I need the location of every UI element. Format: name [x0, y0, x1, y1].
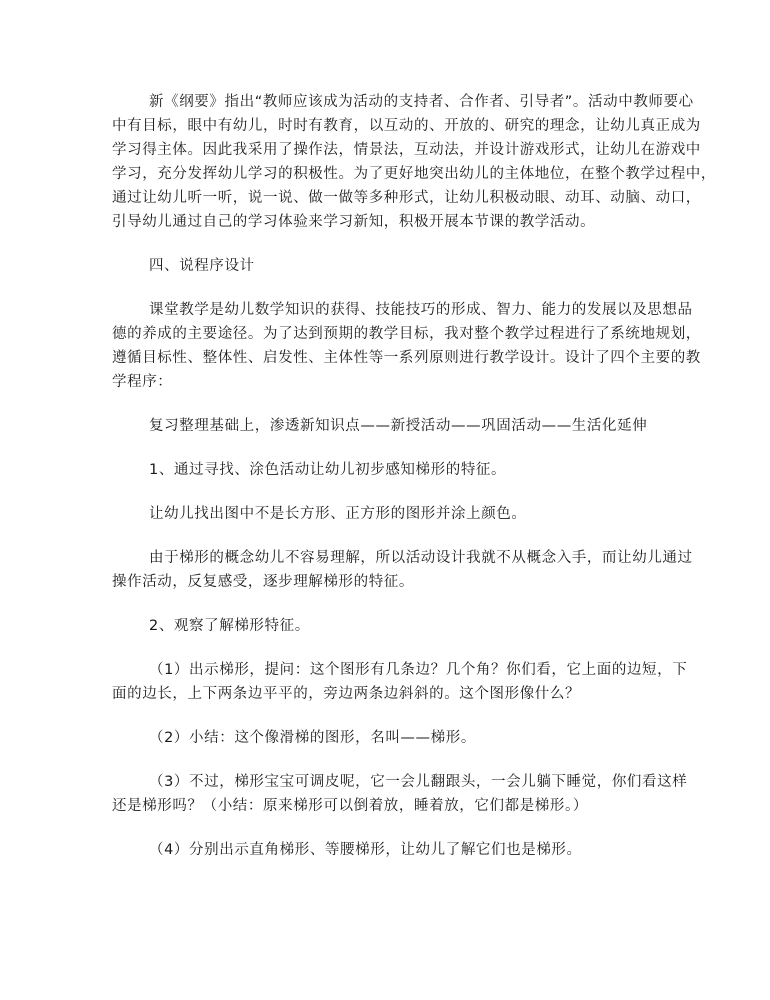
text-line: 学习得主体。因此我采用了操作法，情景法，互动法，并设计游戏形式，让幼儿在游戏中 — [112, 142, 701, 158]
text-line: 面的边长，上下两条边平平的，旁边两条边斜斜的。这个图形像什么？ — [112, 686, 581, 702]
text-line: 1、通过寻找、涂色活动让幼儿初步感知梯形的特征。 — [149, 462, 507, 478]
text-line: 学程序： — [112, 374, 173, 390]
document-page — [112, 90, 716, 862]
paragraph-concept-approach — [112, 546, 693, 594]
paragraph-item-1 — [112, 658, 688, 706]
text-line: 还是梯形吗？（小结：原来梯形可以倒着放，睡着放，它们都是梯形。） — [112, 798, 588, 814]
section-heading-program-design — [112, 254, 662, 278]
text-line: 德的养成的主要途径。为了达到预期的教学目标，我对整个教学过程进行了系统地规划， — [112, 326, 701, 342]
text-line: （4）分别出示直角梯形、等腰梯形，让幼儿了解它们也是梯形。 — [149, 842, 582, 858]
paragraph-find-and-color — [112, 502, 662, 526]
text-line: （1）出示梯形，提问：这个图形有几条边？几个角？你们看，它上面的边短，下 — [149, 662, 688, 678]
text-line: 通过让幼儿听一听，说一说、做一做等多种形式，让幼儿积极动眼、动耳、动脑、动口， — [112, 190, 701, 206]
text-line: 课堂教学是幼儿数学知识的获得、技能技巧的形成、智力、能力的发展以及思想品 — [149, 302, 693, 318]
paragraph-outline-principles — [112, 90, 716, 234]
text-line: 中有目标，眼中有幼儿，时时有教育，以互动的、开放的、研究的理念，让幼儿真正成为 — [112, 118, 701, 134]
text-line: 由于梯形的概念幼儿不容易理解，所以活动设计我就不从概念入手，而让幼儿通过 — [149, 550, 693, 566]
text-line: 新《纲要》指出“教师应该成为活动的支持者、合作者、引导者”。活动中教师要心 — [149, 94, 694, 110]
paragraph-item-4 — [112, 838, 662, 862]
step-one-heading — [112, 458, 662, 482]
paragraph-item-2 — [112, 726, 662, 750]
text-line: 操作活动，反复感受，逐步理解梯形的特征。 — [112, 574, 414, 590]
heading-text: 四、说程序设计 — [149, 258, 255, 274]
paragraph-item-3 — [112, 770, 688, 818]
text-line: 让幼儿找出图中不是长方形、正方形的图形并涂上颜色。 — [149, 506, 527, 522]
text-line: （3）不过，梯形宝宝可调皮呢，它一会儿翻跟头，一会儿躺下睡觉，你们看这样 — [149, 774, 688, 790]
step-two-heading — [112, 614, 662, 638]
text-line: 学习，充分发挥幼儿学习的积极性。为了更好地突出幼儿的主体地位，在整个教学过程中， — [112, 166, 716, 182]
text-line: 引导幼儿通过自己的学习体验来学习新知，积极开展本节课的教学活动。 — [112, 214, 596, 230]
text-line: （2）小结：这个像滑梯的图形，名叫——梯形。 — [149, 730, 476, 746]
text-line: 复习整理基础上，渗透新知识点——新授活动——巩固活动——生活化延伸 — [149, 418, 648, 434]
paragraph-classroom-teaching — [112, 298, 701, 394]
text-line: 2、观察了解梯形特征。 — [149, 618, 310, 634]
text-line: 遵循目标性、整体性、启发性、主体性等一系列原则进行教学设计。设计了四个主要的教 — [112, 350, 701, 366]
paragraph-program-flow — [112, 414, 662, 438]
